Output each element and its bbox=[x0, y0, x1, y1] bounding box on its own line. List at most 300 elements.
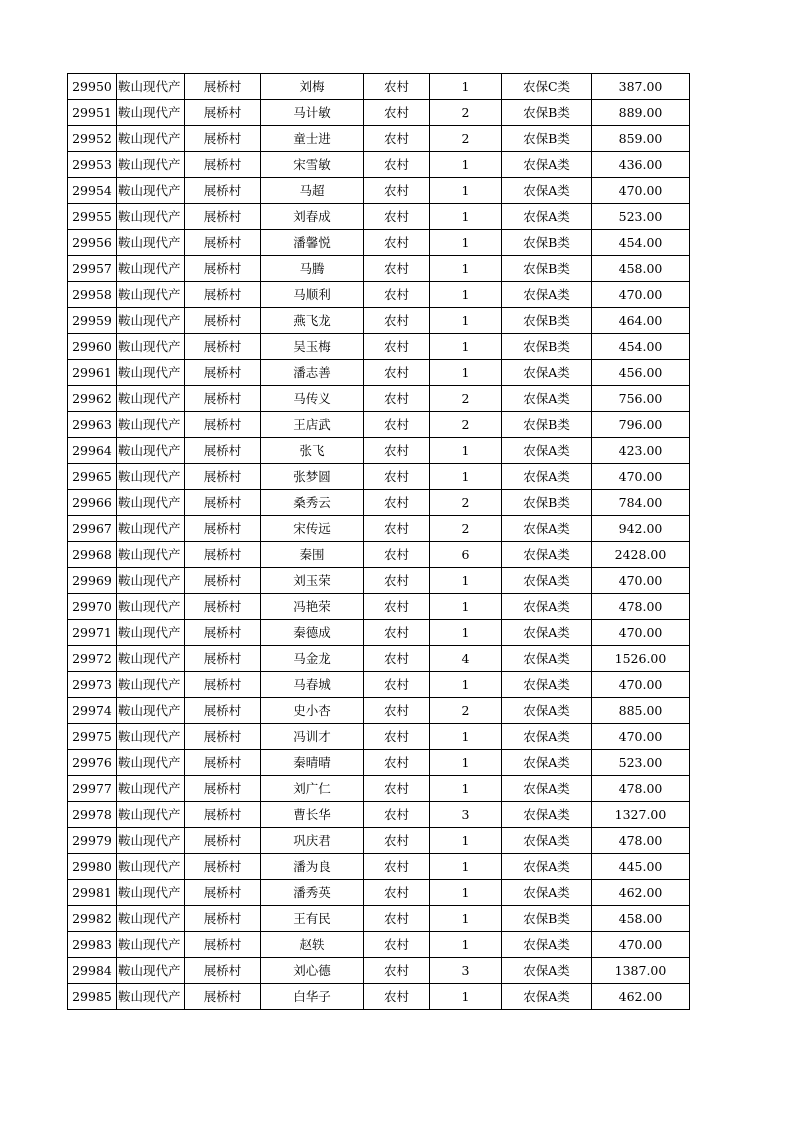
household-type-cell: 农村 bbox=[364, 464, 430, 490]
record-id-cell: 29969 bbox=[68, 568, 117, 594]
table-row bbox=[68, 880, 690, 906]
table-row bbox=[68, 958, 690, 984]
household-type-cell: 农村 bbox=[364, 230, 430, 256]
unit-cell: 鞍山现代产 bbox=[117, 828, 185, 854]
household-type-cell: 农村 bbox=[364, 958, 430, 984]
household-type-cell: 农村 bbox=[364, 516, 430, 542]
member-count-cell: 2 bbox=[430, 126, 502, 152]
village-cell: 展桥村 bbox=[185, 568, 261, 594]
member-count-cell: 1 bbox=[430, 672, 502, 698]
table-row bbox=[68, 516, 690, 542]
unit-cell: 鞍山现代产 bbox=[117, 542, 185, 568]
amount-cell: 458.00 bbox=[592, 256, 690, 282]
unit-cell: 鞍山现代产 bbox=[117, 100, 185, 126]
category-cell: 农保A类 bbox=[502, 568, 592, 594]
table-row bbox=[68, 594, 690, 620]
category-cell: 农保A类 bbox=[502, 464, 592, 490]
amount-cell: 470.00 bbox=[592, 724, 690, 750]
household-type-cell: 农村 bbox=[364, 308, 430, 334]
member-count-cell: 3 bbox=[430, 802, 502, 828]
household-type-cell: 农村 bbox=[364, 256, 430, 282]
member-count-cell: 1 bbox=[430, 932, 502, 958]
unit-cell: 鞍山现代产 bbox=[117, 126, 185, 152]
record-id-cell: 29965 bbox=[68, 464, 117, 490]
record-id-cell: 29956 bbox=[68, 230, 117, 256]
household-type-cell: 农村 bbox=[364, 386, 430, 412]
member-count-cell: 4 bbox=[430, 646, 502, 672]
record-id-cell: 29973 bbox=[68, 672, 117, 698]
amount-cell: 423.00 bbox=[592, 438, 690, 464]
person-name-cell: 白华子 bbox=[261, 984, 364, 1010]
member-count-cell: 1 bbox=[430, 854, 502, 880]
household-type-cell: 农村 bbox=[364, 906, 430, 932]
member-count-cell: 3 bbox=[430, 958, 502, 984]
member-count-cell: 2 bbox=[430, 412, 502, 438]
person-name-cell: 潘秀英 bbox=[261, 880, 364, 906]
household-type-cell: 农村 bbox=[364, 984, 430, 1010]
person-name-cell: 冯艳荣 bbox=[261, 594, 364, 620]
category-cell: 农保A类 bbox=[502, 724, 592, 750]
table-row bbox=[68, 724, 690, 750]
person-name-cell: 马金龙 bbox=[261, 646, 364, 672]
table-row bbox=[68, 126, 690, 152]
person-name-cell: 童士进 bbox=[261, 126, 364, 152]
household-type-cell: 农村 bbox=[364, 802, 430, 828]
household-type-cell: 农村 bbox=[364, 646, 430, 672]
village-cell: 展桥村 bbox=[185, 802, 261, 828]
category-cell: 农保A类 bbox=[502, 516, 592, 542]
unit-cell: 鞍山现代产 bbox=[117, 776, 185, 802]
unit-cell: 鞍山现代产 bbox=[117, 672, 185, 698]
village-cell: 展桥村 bbox=[185, 178, 261, 204]
amount-cell: 2428.00 bbox=[592, 542, 690, 568]
person-name-cell: 秦围 bbox=[261, 542, 364, 568]
household-type-cell: 农村 bbox=[364, 672, 430, 698]
record-id-cell: 29957 bbox=[68, 256, 117, 282]
amount-cell: 478.00 bbox=[592, 828, 690, 854]
village-cell: 展桥村 bbox=[185, 828, 261, 854]
person-name-cell: 刘春成 bbox=[261, 204, 364, 230]
household-type-cell: 农村 bbox=[364, 568, 430, 594]
member-count-cell: 1 bbox=[430, 256, 502, 282]
amount-cell: 796.00 bbox=[592, 412, 690, 438]
member-count-cell: 1 bbox=[430, 984, 502, 1010]
person-name-cell: 巩庆君 bbox=[261, 828, 364, 854]
table-row bbox=[68, 100, 690, 126]
table-row bbox=[68, 438, 690, 464]
member-count-cell: 2 bbox=[430, 516, 502, 542]
record-id-cell: 29980 bbox=[68, 854, 117, 880]
village-cell: 展桥村 bbox=[185, 620, 261, 646]
person-name-cell: 冯训才 bbox=[261, 724, 364, 750]
record-id-cell: 29967 bbox=[68, 516, 117, 542]
member-count-cell: 1 bbox=[430, 308, 502, 334]
amount-cell: 436.00 bbox=[592, 152, 690, 178]
unit-cell: 鞍山现代产 bbox=[117, 178, 185, 204]
member-count-cell: 1 bbox=[430, 906, 502, 932]
household-type-cell: 农村 bbox=[364, 880, 430, 906]
member-count-cell: 1 bbox=[430, 74, 502, 100]
record-id-cell: 29966 bbox=[68, 490, 117, 516]
member-count-cell: 1 bbox=[430, 360, 502, 386]
member-count-cell: 2 bbox=[430, 100, 502, 126]
record-id-cell: 29976 bbox=[68, 750, 117, 776]
record-id-cell: 29955 bbox=[68, 204, 117, 230]
category-cell: 农保A类 bbox=[502, 282, 592, 308]
record-id-cell: 29978 bbox=[68, 802, 117, 828]
table-row bbox=[68, 152, 690, 178]
household-type-cell: 农村 bbox=[364, 334, 430, 360]
person-name-cell: 宋传远 bbox=[261, 516, 364, 542]
village-cell: 展桥村 bbox=[185, 152, 261, 178]
amount-cell: 478.00 bbox=[592, 776, 690, 802]
household-type-cell: 农村 bbox=[364, 698, 430, 724]
amount-cell: 1526.00 bbox=[592, 646, 690, 672]
amount-cell: 1327.00 bbox=[592, 802, 690, 828]
member-count-cell: 1 bbox=[430, 282, 502, 308]
person-name-cell: 史小杏 bbox=[261, 698, 364, 724]
record-id-cell: 29984 bbox=[68, 958, 117, 984]
record-id-cell: 29975 bbox=[68, 724, 117, 750]
record-id-cell: 29982 bbox=[68, 906, 117, 932]
unit-cell: 鞍山现代产 bbox=[117, 906, 185, 932]
village-cell: 展桥村 bbox=[185, 750, 261, 776]
person-name-cell: 马计敏 bbox=[261, 100, 364, 126]
unit-cell: 鞍山现代产 bbox=[117, 464, 185, 490]
amount-cell: 470.00 bbox=[592, 178, 690, 204]
table-row bbox=[68, 334, 690, 360]
category-cell: 农保A类 bbox=[502, 880, 592, 906]
category-cell: 农保B类 bbox=[502, 334, 592, 360]
unit-cell: 鞍山现代产 bbox=[117, 74, 185, 100]
person-name-cell: 桑秀云 bbox=[261, 490, 364, 516]
household-type-cell: 农村 bbox=[364, 724, 430, 750]
person-name-cell: 秦德成 bbox=[261, 620, 364, 646]
category-cell: 农保A类 bbox=[502, 776, 592, 802]
household-type-cell: 农村 bbox=[364, 594, 430, 620]
village-cell: 展桥村 bbox=[185, 126, 261, 152]
table-row bbox=[68, 412, 690, 438]
village-cell: 展桥村 bbox=[185, 308, 261, 334]
unit-cell: 鞍山现代产 bbox=[117, 854, 185, 880]
village-cell: 展桥村 bbox=[185, 464, 261, 490]
member-count-cell: 1 bbox=[430, 724, 502, 750]
village-cell: 展桥村 bbox=[185, 880, 261, 906]
household-type-cell: 农村 bbox=[364, 282, 430, 308]
category-cell: 农保A类 bbox=[502, 204, 592, 230]
person-name-cell: 燕飞龙 bbox=[261, 308, 364, 334]
amount-cell: 1387.00 bbox=[592, 958, 690, 984]
category-cell: 农保B类 bbox=[502, 308, 592, 334]
unit-cell: 鞍山现代产 bbox=[117, 594, 185, 620]
member-count-cell: 1 bbox=[430, 438, 502, 464]
amount-cell: 470.00 bbox=[592, 282, 690, 308]
unit-cell: 鞍山现代产 bbox=[117, 880, 185, 906]
household-type-cell: 农村 bbox=[364, 750, 430, 776]
household-type-cell: 农村 bbox=[364, 100, 430, 126]
table-row bbox=[68, 932, 690, 958]
member-count-cell: 1 bbox=[430, 334, 502, 360]
person-name-cell: 吴玉梅 bbox=[261, 334, 364, 360]
table-row bbox=[68, 776, 690, 802]
table-row bbox=[68, 854, 690, 880]
table-row bbox=[68, 828, 690, 854]
amount-cell: 470.00 bbox=[592, 620, 690, 646]
village-cell: 展桥村 bbox=[185, 932, 261, 958]
amount-cell: 462.00 bbox=[592, 880, 690, 906]
household-type-cell: 农村 bbox=[364, 828, 430, 854]
village-cell: 展桥村 bbox=[185, 646, 261, 672]
table-row bbox=[68, 672, 690, 698]
member-count-cell: 1 bbox=[430, 204, 502, 230]
category-cell: 农保A类 bbox=[502, 594, 592, 620]
village-cell: 展桥村 bbox=[185, 906, 261, 932]
table-row bbox=[68, 542, 690, 568]
record-id-cell: 29970 bbox=[68, 594, 117, 620]
village-cell: 展桥村 bbox=[185, 698, 261, 724]
unit-cell: 鞍山现代产 bbox=[117, 802, 185, 828]
table-row bbox=[68, 74, 690, 100]
record-id-cell: 29951 bbox=[68, 100, 117, 126]
unit-cell: 鞍山现代产 bbox=[117, 568, 185, 594]
person-name-cell: 马顺利 bbox=[261, 282, 364, 308]
person-name-cell: 刘广仁 bbox=[261, 776, 364, 802]
amount-cell: 458.00 bbox=[592, 906, 690, 932]
person-name-cell: 刘玉荣 bbox=[261, 568, 364, 594]
unit-cell: 鞍山现代产 bbox=[117, 750, 185, 776]
member-count-cell: 1 bbox=[430, 620, 502, 646]
category-cell: 农保A类 bbox=[502, 620, 592, 646]
amount-cell: 470.00 bbox=[592, 464, 690, 490]
household-type-cell: 农村 bbox=[364, 412, 430, 438]
record-id-cell: 29953 bbox=[68, 152, 117, 178]
record-id-cell: 29960 bbox=[68, 334, 117, 360]
amount-cell: 523.00 bbox=[592, 750, 690, 776]
table-row bbox=[68, 464, 690, 490]
category-cell: 农保A类 bbox=[502, 438, 592, 464]
amount-cell: 387.00 bbox=[592, 74, 690, 100]
amount-cell: 523.00 bbox=[592, 204, 690, 230]
member-count-cell: 1 bbox=[430, 152, 502, 178]
village-cell: 展桥村 bbox=[185, 282, 261, 308]
category-cell: 农保A类 bbox=[502, 984, 592, 1010]
table-row bbox=[68, 308, 690, 334]
member-count-cell: 2 bbox=[430, 698, 502, 724]
person-name-cell: 赵轶 bbox=[261, 932, 364, 958]
record-id-cell: 29952 bbox=[68, 126, 117, 152]
person-name-cell: 刘心德 bbox=[261, 958, 364, 984]
category-cell: 农保B类 bbox=[502, 100, 592, 126]
category-cell: 农保A类 bbox=[502, 854, 592, 880]
amount-cell: 470.00 bbox=[592, 932, 690, 958]
village-cell: 展桥村 bbox=[185, 74, 261, 100]
village-cell: 展桥村 bbox=[185, 854, 261, 880]
category-cell: 农保B类 bbox=[502, 256, 592, 282]
unit-cell: 鞍山现代产 bbox=[117, 386, 185, 412]
amount-cell: 478.00 bbox=[592, 594, 690, 620]
village-cell: 展桥村 bbox=[185, 386, 261, 412]
category-cell: 农保A类 bbox=[502, 152, 592, 178]
household-type-cell: 农村 bbox=[364, 776, 430, 802]
village-cell: 展桥村 bbox=[185, 438, 261, 464]
amount-cell: 470.00 bbox=[592, 672, 690, 698]
unit-cell: 鞍山现代产 bbox=[117, 724, 185, 750]
amount-cell: 454.00 bbox=[592, 334, 690, 360]
village-cell: 展桥村 bbox=[185, 594, 261, 620]
category-cell: 农保A类 bbox=[502, 828, 592, 854]
category-cell: 农保A类 bbox=[502, 360, 592, 386]
record-id-cell: 29974 bbox=[68, 698, 117, 724]
person-name-cell: 王有民 bbox=[261, 906, 364, 932]
record-id-cell: 29968 bbox=[68, 542, 117, 568]
village-cell: 展桥村 bbox=[185, 958, 261, 984]
record-id-cell: 29979 bbox=[68, 828, 117, 854]
village-cell: 展桥村 bbox=[185, 100, 261, 126]
household-type-cell: 农村 bbox=[364, 620, 430, 646]
category-cell: 农保A类 bbox=[502, 178, 592, 204]
member-count-cell: 2 bbox=[430, 386, 502, 412]
record-id-cell: 29963 bbox=[68, 412, 117, 438]
category-cell: 农保A类 bbox=[502, 802, 592, 828]
unit-cell: 鞍山现代产 bbox=[117, 204, 185, 230]
village-cell: 展桥村 bbox=[185, 490, 261, 516]
member-count-cell: 1 bbox=[430, 178, 502, 204]
amount-cell: 456.00 bbox=[592, 360, 690, 386]
amount-cell: 462.00 bbox=[592, 984, 690, 1010]
record-table bbox=[67, 73, 690, 1010]
household-type-cell: 农村 bbox=[364, 204, 430, 230]
person-name-cell: 潘志善 bbox=[261, 360, 364, 386]
unit-cell: 鞍山现代产 bbox=[117, 412, 185, 438]
record-id-cell: 29964 bbox=[68, 438, 117, 464]
record-id-cell: 29954 bbox=[68, 178, 117, 204]
person-name-cell: 秦晴晴 bbox=[261, 750, 364, 776]
member-count-cell: 1 bbox=[430, 230, 502, 256]
record-id-cell: 29985 bbox=[68, 984, 117, 1010]
table-row bbox=[68, 620, 690, 646]
category-cell: 农保B类 bbox=[502, 906, 592, 932]
village-cell: 展桥村 bbox=[185, 542, 261, 568]
amount-cell: 859.00 bbox=[592, 126, 690, 152]
household-type-cell: 农村 bbox=[364, 126, 430, 152]
household-type-cell: 农村 bbox=[364, 438, 430, 464]
category-cell: 农保B类 bbox=[502, 126, 592, 152]
unit-cell: 鞍山现代产 bbox=[117, 646, 185, 672]
household-type-cell: 农村 bbox=[364, 74, 430, 100]
household-type-cell: 农村 bbox=[364, 854, 430, 880]
unit-cell: 鞍山现代产 bbox=[117, 698, 185, 724]
category-cell: 农保B类 bbox=[502, 412, 592, 438]
village-cell: 展桥村 bbox=[185, 724, 261, 750]
table-row bbox=[68, 386, 690, 412]
member-count-cell: 1 bbox=[430, 568, 502, 594]
person-name-cell: 刘梅 bbox=[261, 74, 364, 100]
village-cell: 展桥村 bbox=[185, 672, 261, 698]
village-cell: 展桥村 bbox=[185, 412, 261, 438]
village-cell: 展桥村 bbox=[185, 256, 261, 282]
record-id-cell: 29961 bbox=[68, 360, 117, 386]
village-cell: 展桥村 bbox=[185, 204, 261, 230]
unit-cell: 鞍山现代产 bbox=[117, 152, 185, 178]
table-row bbox=[68, 802, 690, 828]
household-type-cell: 农村 bbox=[364, 152, 430, 178]
unit-cell: 鞍山现代产 bbox=[117, 958, 185, 984]
category-cell: 农保B类 bbox=[502, 490, 592, 516]
person-name-cell: 宋雪敏 bbox=[261, 152, 364, 178]
table-row bbox=[68, 282, 690, 308]
person-name-cell: 马超 bbox=[261, 178, 364, 204]
category-cell: 农保B类 bbox=[502, 230, 592, 256]
record-id-cell: 29959 bbox=[68, 308, 117, 334]
person-name-cell: 张飞 bbox=[261, 438, 364, 464]
amount-cell: 756.00 bbox=[592, 386, 690, 412]
member-count-cell: 2 bbox=[430, 490, 502, 516]
amount-cell: 464.00 bbox=[592, 308, 690, 334]
table-row bbox=[68, 750, 690, 776]
household-type-cell: 农村 bbox=[364, 178, 430, 204]
household-type-cell: 农村 bbox=[364, 360, 430, 386]
member-count-cell: 6 bbox=[430, 542, 502, 568]
table-row bbox=[68, 906, 690, 932]
household-type-cell: 农村 bbox=[364, 932, 430, 958]
person-name-cell: 潘为良 bbox=[261, 854, 364, 880]
category-cell: 农保A类 bbox=[502, 542, 592, 568]
record-id-cell: 29958 bbox=[68, 282, 117, 308]
record-id-cell: 29981 bbox=[68, 880, 117, 906]
person-name-cell: 马腾 bbox=[261, 256, 364, 282]
table-row bbox=[68, 646, 690, 672]
unit-cell: 鞍山现代产 bbox=[117, 308, 185, 334]
person-name-cell: 马春城 bbox=[261, 672, 364, 698]
table-row bbox=[68, 568, 690, 594]
category-cell: 农保A类 bbox=[502, 750, 592, 776]
unit-cell: 鞍山现代产 bbox=[117, 230, 185, 256]
member-count-cell: 1 bbox=[430, 464, 502, 490]
member-count-cell: 1 bbox=[430, 828, 502, 854]
member-count-cell: 1 bbox=[430, 880, 502, 906]
amount-cell: 885.00 bbox=[592, 698, 690, 724]
category-cell: 农保A类 bbox=[502, 386, 592, 412]
amount-cell: 942.00 bbox=[592, 516, 690, 542]
record-id-cell: 29983 bbox=[68, 932, 117, 958]
table-row bbox=[68, 256, 690, 282]
record-id-cell: 29977 bbox=[68, 776, 117, 802]
person-name-cell: 马传义 bbox=[261, 386, 364, 412]
amount-cell: 889.00 bbox=[592, 100, 690, 126]
amount-cell: 454.00 bbox=[592, 230, 690, 256]
table-row bbox=[68, 204, 690, 230]
category-cell: 农保A类 bbox=[502, 698, 592, 724]
person-name-cell: 张梦圆 bbox=[261, 464, 364, 490]
table-row bbox=[68, 490, 690, 516]
record-id-cell: 29962 bbox=[68, 386, 117, 412]
unit-cell: 鞍山现代产 bbox=[117, 516, 185, 542]
unit-cell: 鞍山现代产 bbox=[117, 282, 185, 308]
category-cell: 农保A类 bbox=[502, 646, 592, 672]
category-cell: 农保A类 bbox=[502, 932, 592, 958]
person-name-cell: 王店武 bbox=[261, 412, 364, 438]
table-row bbox=[68, 698, 690, 724]
village-cell: 展桥村 bbox=[185, 984, 261, 1010]
category-cell: 农保A类 bbox=[502, 958, 592, 984]
member-count-cell: 1 bbox=[430, 594, 502, 620]
unit-cell: 鞍山现代产 bbox=[117, 984, 185, 1010]
table-row bbox=[68, 984, 690, 1010]
table-row bbox=[68, 230, 690, 256]
household-type-cell: 农村 bbox=[364, 542, 430, 568]
record-id-cell: 29971 bbox=[68, 620, 117, 646]
unit-cell: 鞍山现代产 bbox=[117, 360, 185, 386]
